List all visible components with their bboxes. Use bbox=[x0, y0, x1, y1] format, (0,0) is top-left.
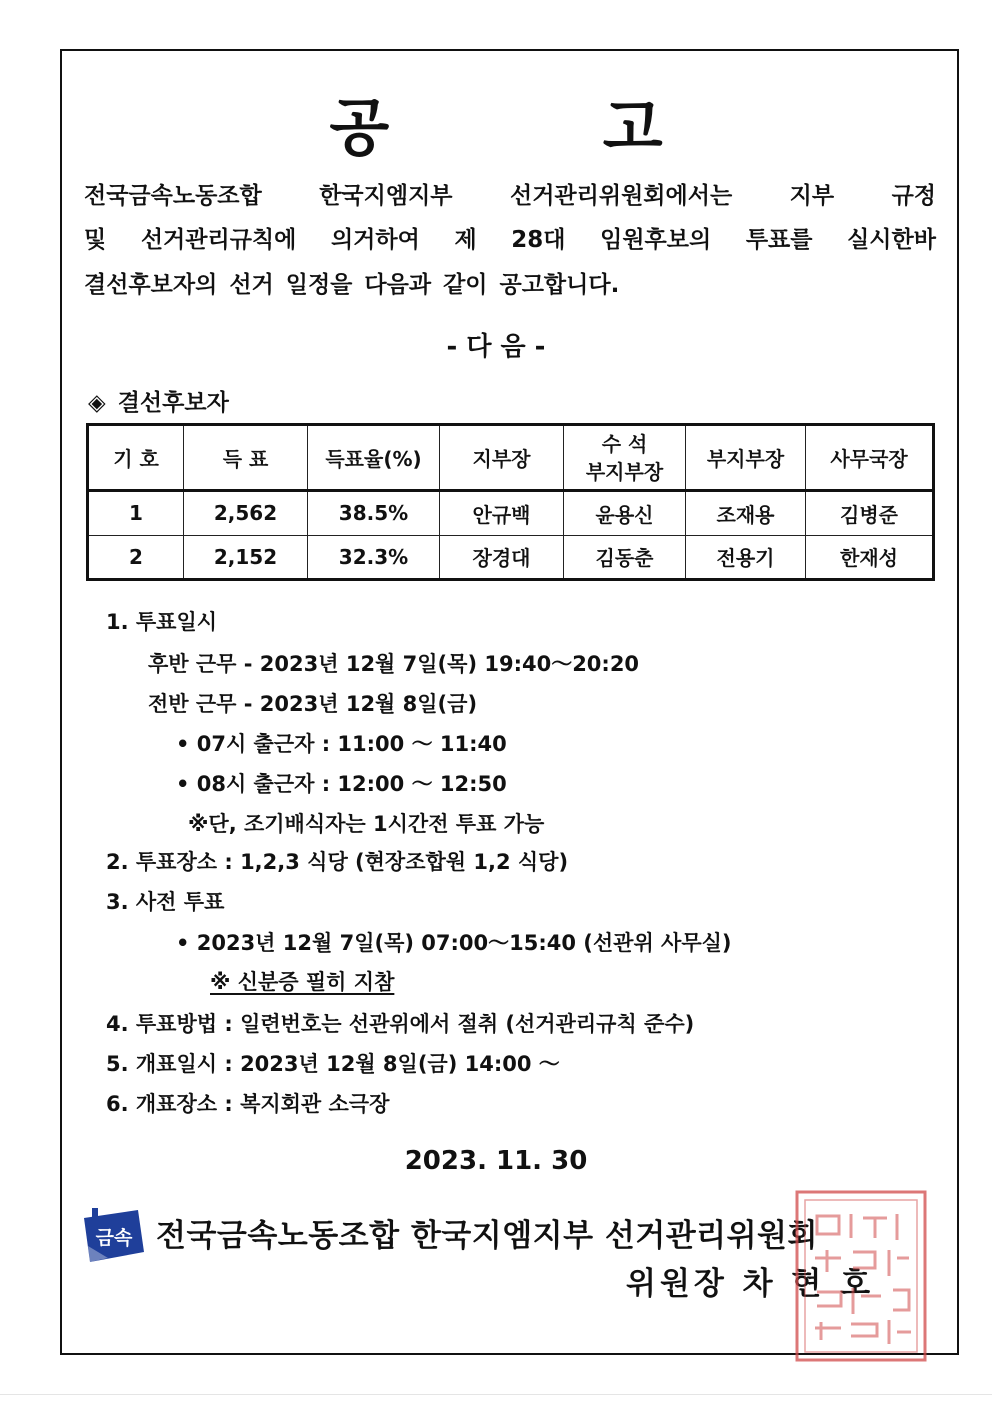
intro-word: 선거 bbox=[229, 272, 274, 298]
item-pre-voting-date: • 2023년 12월 7일(목) 07:00～15:40 (선관위 사무실) bbox=[176, 931, 732, 955]
section-title: 결선후보자 bbox=[117, 390, 229, 416]
intro-word: 일정을 bbox=[285, 272, 353, 298]
table-cell: 2,152 bbox=[184, 535, 308, 580]
organization-name: 전국금속노동조합 한국지엠지부 선거관리위원회 bbox=[156, 1218, 818, 1254]
intro-line-1 bbox=[84, 175, 936, 217]
header-cell: 득표율(%) bbox=[308, 425, 440, 491]
intro-word: 같이 bbox=[443, 272, 488, 298]
item-early-meal-note: ※단, 조기배식자는 1시간전 투표 가능 bbox=[188, 812, 545, 836]
diamond-icon: ◈ bbox=[88, 390, 106, 416]
intro-word: 실시한바 bbox=[847, 227, 936, 253]
intro-word: 28대 bbox=[511, 227, 566, 253]
table-cell: 윤용신 bbox=[564, 491, 686, 536]
logo-text: 금속 bbox=[95, 1227, 133, 1249]
intro-word: 제 bbox=[454, 227, 477, 253]
table-cell: 조재용 bbox=[686, 491, 806, 536]
item-counting-time: 5. 개표일시 : 2023년 12월 8일(금) 14:00 ～ bbox=[106, 1052, 560, 1076]
intro-paragraph bbox=[84, 175, 936, 307]
table-cell: 장경대 bbox=[440, 535, 564, 580]
intro-word: 한국지엠지부 bbox=[319, 183, 453, 209]
header-cell bbox=[564, 425, 686, 491]
official-seal-stamp bbox=[793, 1188, 929, 1364]
intro-word: 선거관리위원회에서는 bbox=[510, 183, 733, 209]
intro-word: 결선후보자의 bbox=[84, 272, 218, 298]
intro-word: 및 bbox=[84, 227, 107, 253]
table-cell: 1 bbox=[88, 491, 184, 536]
intro-word: 다음과 bbox=[364, 272, 432, 298]
item-voting-time: 1. 투표일시 bbox=[106, 610, 218, 634]
header-line: 수 석 bbox=[601, 431, 648, 456]
item-voting-method: 4. 투표방법 : 일련번호는 선관위에서 절취 (선거관리규칙 준수) bbox=[106, 1012, 695, 1036]
table-cell: 전용기 bbox=[686, 535, 806, 580]
notice-date: 2023. 11. 30 bbox=[404, 1146, 588, 1176]
intro-word: 규정 bbox=[891, 183, 936, 209]
header-line: 부지부장 bbox=[585, 459, 664, 484]
table-row bbox=[88, 491, 934, 536]
intro-word: 전국금속노동조합 bbox=[84, 183, 262, 209]
item-08-arrivals: • 08시 출근자 : 12:00 ～ 12:50 bbox=[176, 772, 507, 796]
header-cell: 득 표 bbox=[184, 425, 308, 491]
section-heading bbox=[88, 384, 229, 417]
union-logo bbox=[78, 1206, 150, 1266]
table-row bbox=[88, 535, 934, 580]
header-cell: 사무국장 bbox=[806, 425, 934, 491]
chairperson-name: 위원장 차 현 호 bbox=[626, 1266, 875, 1302]
intro-word: 의거하여 bbox=[330, 227, 420, 253]
item-voting-place: 2. 투표장소 : 1,2,3 식당 (현장조합원 1,2 식당) bbox=[106, 850, 569, 874]
scan-edge-line bbox=[0, 1394, 992, 1395]
table-cell: 2 bbox=[88, 535, 184, 580]
intro-word: 투표를 bbox=[745, 227, 813, 253]
intro-word: 공고합니다. bbox=[499, 272, 620, 298]
header-cell: 부지부장 bbox=[686, 425, 806, 491]
page-title: 공 고 bbox=[329, 91, 759, 164]
table-cell: 안규백 bbox=[440, 491, 564, 536]
item-pre-voting: 3. 사전 투표 bbox=[106, 890, 225, 914]
table-cell: 한재성 bbox=[806, 535, 934, 580]
intro-line-2 bbox=[84, 217, 936, 263]
table-cell: 32.3% bbox=[308, 535, 440, 580]
intro-line-3 bbox=[84, 263, 936, 307]
candidates-table bbox=[86, 423, 935, 581]
table-header-row bbox=[88, 425, 934, 491]
intro-word: 지부 bbox=[789, 183, 835, 209]
header-cell: 기 호 bbox=[88, 425, 184, 491]
intro-word: 선거관리규칙에 bbox=[140, 227, 297, 253]
item-late-shift: 후반 근무 - 2023년 12월 7일(목) 19:40～20:20 bbox=[148, 652, 640, 676]
item-counting-place: 6. 개표장소 : 복지회관 소극장 bbox=[106, 1092, 390, 1116]
item-id-note: ※ 신분증 필히 지참 bbox=[210, 970, 395, 994]
header-cell: 지부장 bbox=[440, 425, 564, 491]
item-07-arrivals: • 07시 출근자 : 11:00 ～ 11:40 bbox=[176, 732, 507, 756]
intro-word: 임원후보의 bbox=[600, 227, 712, 253]
next-heading: - 다 음 - bbox=[446, 332, 546, 362]
table-cell: 38.5% bbox=[308, 491, 440, 536]
table-cell: 김동춘 bbox=[564, 535, 686, 580]
table-cell: 2,562 bbox=[184, 491, 308, 536]
item-early-shift: 전반 근무 - 2023년 12월 8일(금) bbox=[148, 692, 478, 716]
table-cell: 김병준 bbox=[806, 491, 934, 536]
